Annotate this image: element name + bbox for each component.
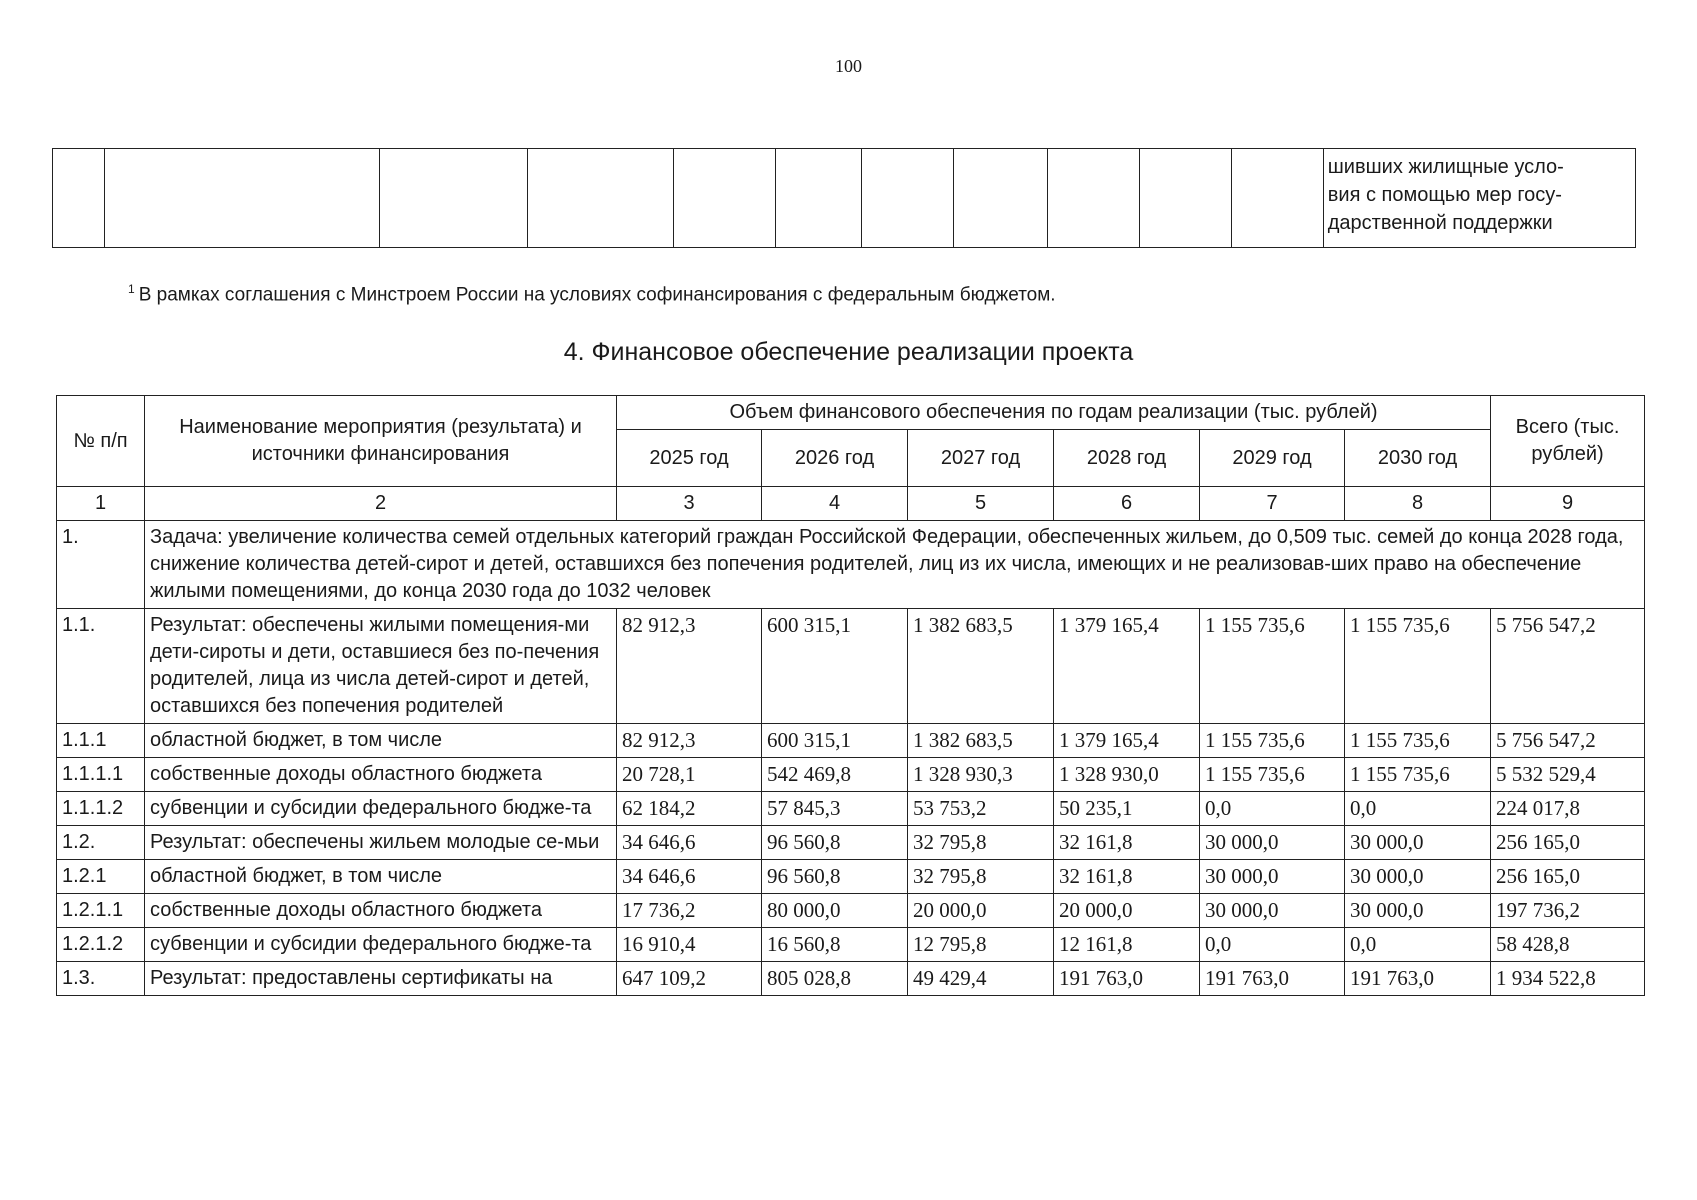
table-row — [57, 826, 1645, 860]
header-volume: Объем финансового обеспечения по годам реализации (тыс. рублей) — [617, 396, 1491, 430]
table-row — [57, 609, 1645, 724]
row-value: 62 184,2 — [617, 792, 762, 826]
row-value: 542 469,8 — [762, 758, 908, 792]
row-value: 0,0 — [1200, 792, 1345, 826]
row-value: 5 756 547,2 — [1491, 609, 1645, 724]
row-value: 256 165,0 — [1491, 860, 1645, 894]
header-row — [57, 396, 1645, 430]
row-value: 1 155 735,6 — [1200, 609, 1345, 724]
column-number: 7 — [1200, 487, 1345, 521]
row-name: Результат: обеспечены жилыми помещения-ми дети-сироты и дети, оставшиеся без по-печения родителей, лица из числа детей-сирот и детей, оставшихся без попечения родителей — [145, 609, 617, 724]
task-row — [57, 521, 1645, 609]
row-value: 1 379 165,4 — [1054, 609, 1200, 724]
row-value: 30 000,0 — [1200, 860, 1345, 894]
column-number: 6 — [1054, 487, 1200, 521]
row-value: 0,0 — [1345, 792, 1491, 826]
header-year: 2028 год — [1054, 430, 1200, 487]
footnote — [128, 282, 1056, 306]
row-value: 30 000,0 — [1200, 826, 1345, 860]
task-num: 1. — [57, 521, 145, 609]
task-text: Задача: увеличение количества семей отдельных категорий граждан Российской Федерации, обеспеченных жильем, до 0,509 тыс. семей до конца 2028 года, снижение количества детей-сирот и детей, оставшихся без попечения родителей, лиц из их числа, имеющих и не реализовав-ших право на обеспечение жилыми помещениями, до конца 2030 года до 1032 человек — [145, 521, 1645, 609]
row-value: 1 934 522,8 — [1491, 962, 1645, 996]
empty-cell — [104, 149, 379, 248]
footnote-mark: 1 — [128, 282, 135, 296]
row-num: 1.1.1.2 — [57, 792, 145, 826]
row-value: 1 328 930,0 — [1054, 758, 1200, 792]
row-value: 1 155 735,6 — [1200, 758, 1345, 792]
empty-cell — [527, 149, 673, 248]
row-value: 1 155 735,6 — [1345, 609, 1491, 724]
empty-cell — [379, 149, 527, 248]
row-value: 96 560,8 — [762, 860, 908, 894]
row-num: 1.2.1.2 — [57, 928, 145, 962]
row-value: 0,0 — [1345, 928, 1491, 962]
row-value: 191 763,0 — [1200, 962, 1345, 996]
row-value: 34 646,6 — [617, 860, 762, 894]
empty-cell — [954, 149, 1047, 248]
row-name: областной бюджет, в том числе — [145, 860, 617, 894]
row-value: 49 429,4 — [908, 962, 1054, 996]
row-name: областной бюджет, в том числе — [145, 724, 617, 758]
fragment-line: дарственной поддержки — [1327, 212, 1553, 234]
fragment-line: вия с помощью мер госу- — [1327, 184, 1562, 206]
table-row — [57, 962, 1645, 996]
header-year: 2025 год — [617, 430, 762, 487]
row-value: 20 728,1 — [617, 758, 762, 792]
row-value: 197 736,2 — [1491, 894, 1645, 928]
row-name: Результат: обеспечены жильем молодые се-мьи — [145, 826, 617, 860]
header-year: 2030 год — [1345, 430, 1491, 487]
fragment-line: шивших жилищные усло- — [1327, 156, 1564, 178]
row-value: 20 000,0 — [908, 894, 1054, 928]
row-value: 20 000,0 — [1054, 894, 1200, 928]
row-value: 1 155 735,6 — [1345, 758, 1491, 792]
row-value: 50 235,1 — [1054, 792, 1200, 826]
row-value: 12 795,8 — [908, 928, 1054, 962]
row-value: 57 845,3 — [762, 792, 908, 826]
fragment-text-cell — [1323, 149, 1635, 248]
row-num: 1.1. — [57, 609, 145, 724]
column-number: 1 — [57, 487, 145, 521]
row-value: 12 161,8 — [1054, 928, 1200, 962]
row-value: 58 428,8 — [1491, 928, 1645, 962]
row-value: 5 532 529,4 — [1491, 758, 1645, 792]
continued-table-fragment — [52, 148, 1636, 248]
row-value: 191 763,0 — [1054, 962, 1200, 996]
column-number: 2 — [145, 487, 617, 521]
column-number: 4 — [762, 487, 908, 521]
row-value: 1 328 930,3 — [908, 758, 1054, 792]
row-value: 191 763,0 — [1345, 962, 1491, 996]
row-value: 82 912,3 — [617, 724, 762, 758]
section-title: 4. Финансовое обеспечение реализации проекта — [563, 338, 1134, 366]
financing-table — [56, 395, 1645, 996]
row-value: 82 912,3 — [617, 609, 762, 724]
row-value: 32 161,8 — [1054, 860, 1200, 894]
row-value: 1 382 683,5 — [908, 609, 1054, 724]
row-name: субвенции и субсидии федерального бюдже-та — [145, 792, 617, 826]
row-value: 17 736,2 — [617, 894, 762, 928]
row-num: 1.3. — [57, 962, 145, 996]
empty-cell — [1231, 149, 1323, 248]
row-value: 30 000,0 — [1345, 860, 1491, 894]
page-number: 100 — [835, 56, 862, 76]
row-value: 32 795,8 — [908, 860, 1054, 894]
table-row — [57, 860, 1645, 894]
column-number-row — [57, 487, 1645, 521]
row-name: собственные доходы областного бюджета — [145, 894, 617, 928]
row-value: 96 560,8 — [762, 826, 908, 860]
row-value: 32 795,8 — [908, 826, 1054, 860]
row-num: 1.2. — [57, 826, 145, 860]
empty-cell — [673, 149, 775, 248]
row-value: 600 315,1 — [762, 609, 908, 724]
empty-cell — [862, 149, 954, 248]
row-value: 34 646,6 — [617, 826, 762, 860]
row-value: 1 155 735,6 — [1200, 724, 1345, 758]
row-value: 805 028,8 — [762, 962, 908, 996]
column-number: 8 — [1345, 487, 1491, 521]
row-value: 600 315,1 — [762, 724, 908, 758]
row-value: 80 000,0 — [762, 894, 908, 928]
header-name: Наименование мероприятия (результата) и источники финансирования — [145, 396, 617, 487]
row-name: собственные доходы областного бюджета — [145, 758, 617, 792]
row-value: 0,0 — [1200, 928, 1345, 962]
row-value: 1 379 165,4 — [1054, 724, 1200, 758]
empty-cell — [1139, 149, 1231, 248]
row-num: 1.2.1 — [57, 860, 145, 894]
row-value: 1 155 735,6 — [1345, 724, 1491, 758]
table-row — [57, 894, 1645, 928]
row-value: 30 000,0 — [1200, 894, 1345, 928]
row-name: Результат: предоставлены сертификаты на — [145, 962, 617, 996]
row-value: 224 017,8 — [1491, 792, 1645, 826]
row-value: 30 000,0 — [1345, 894, 1491, 928]
row-value: 16 560,8 — [762, 928, 908, 962]
column-number: 9 — [1491, 487, 1645, 521]
header-total: Всего (тыс. рублей) — [1491, 396, 1645, 487]
row-num: 1.2.1.1 — [57, 894, 145, 928]
row-num: 1.1.1.1 — [57, 758, 145, 792]
table-row — [57, 928, 1645, 962]
footnote-text: В рамках соглашения с Минстроем России на условиях софинансирования с федеральным бюджетом. — [138, 284, 1056, 306]
row-name: субвенции и субсидии федерального бюдже-та — [145, 928, 617, 962]
column-number: 5 — [908, 487, 1054, 521]
row-value: 30 000,0 — [1345, 826, 1491, 860]
empty-cell — [775, 149, 861, 248]
row-value: 32 161,8 — [1054, 826, 1200, 860]
row-value: 1 382 683,5 — [908, 724, 1054, 758]
header-year: 2026 год — [762, 430, 908, 487]
row-value: 256 165,0 — [1491, 826, 1645, 860]
row-value: 5 756 547,2 — [1491, 724, 1645, 758]
header-year: 2029 год — [1200, 430, 1345, 487]
header-year: 2027 год — [908, 430, 1054, 487]
row-value: 53 753,2 — [908, 792, 1054, 826]
row-value: 16 910,4 — [617, 928, 762, 962]
empty-cell — [1047, 149, 1139, 248]
header-num: № п/п — [57, 396, 145, 487]
table-row — [57, 724, 1645, 758]
column-number: 3 — [617, 487, 762, 521]
table-row — [57, 792, 1645, 826]
table-row — [57, 758, 1645, 792]
row-num: 1.1.1 — [57, 724, 145, 758]
empty-cell — [53, 149, 105, 248]
row-value: 647 109,2 — [617, 962, 762, 996]
